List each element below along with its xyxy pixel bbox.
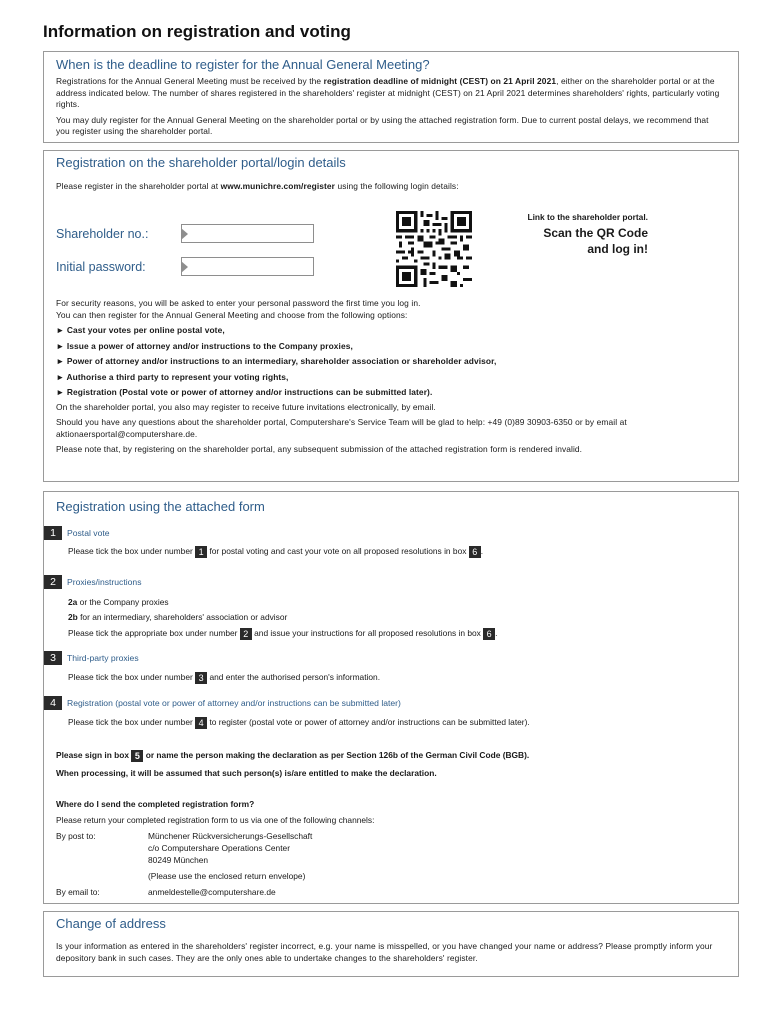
address-section [43,911,739,977]
post-address-line: Münchener Rückversicherungs-Gesellschaft [148,831,313,841]
proxies-option-2a [68,596,169,608]
period: . [495,628,498,638]
instruction-text: Please tick the box under number [68,546,193,556]
section-number-4: 4 [44,696,62,710]
deadline-date: registration deadline of midnight (CEST) on 21 April 2021 [323,76,557,86]
third-party-instruction [68,671,380,684]
address-text: Is your information as entered in the shareholders' register incorrect, e.g. your name is misspelled, or you have changed your name or address? Please promptly inform your depository bank in such cases. They are the only ones able to undertake changes to the shareholders' register. [56,941,713,963]
form-section [43,491,739,904]
scan-line-1: Scan the QR Code [543,226,648,240]
option-text: or the Company proxies [79,597,169,607]
option-item: ► Power of attorney and/or instructions to an intermediary, shareholder association or shareholder advisor, [56,356,497,366]
help-text: Should you have any questions about the shareholder portal, Computershare's Service Team will be glad to help: +49 (0)89 30903-6350 or by email at aktionaersportal@computershare.de. [56,417,627,439]
portal-intro-a: Please register in the shareholder portal at [56,181,221,191]
security-text-2: You can then register for the Annual General Meeting and choose from the following options: [56,309,408,320]
post-address-line: 80249 München [148,855,209,865]
deadline-text [56,76,724,138]
box-number: 3 [195,672,207,684]
box-number: 4 [195,717,207,729]
security-text-1: For security reasons, you will be asked to enter your personal password the first time you log in. [56,298,421,308]
initial-password-label: Initial password: [56,260,146,274]
proxies-title: Proxies/instructions [67,577,142,587]
sign-text: Please sign in box [56,750,130,760]
option-code: 2b [68,612,78,622]
post-label: By post to: [56,831,96,841]
qr-code-icon[interactable] [394,211,474,287]
box-number: 6 [469,546,481,558]
post-address-line: (Please use the enclosed return envelope) [148,871,306,881]
option-text: for an intermediary, shareholders' association or advisor [80,612,288,622]
instruction-text: Please tick the box under number [68,672,193,682]
section-number-1: 1 [44,526,62,540]
option-item: ► Issue a power of attorney and/or instructions to the Company proxies, [56,340,353,351]
form-heading: Registration using the attached form [56,499,265,514]
option-item: ► Cast your votes per online postal vote, [56,325,225,335]
instruction-text: for postal voting and cast your vote on all proposed resolutions in box [209,546,467,556]
option-item: ► Registration (Postal vote or power of attorney and/or instructions can be submitted later). [56,387,433,397]
portal-details [56,298,724,456]
registration-later-title: Registration (postal vote or power of attorney and/or instructions can be submitted later) [67,698,401,708]
sign-instruction [56,749,529,762]
portal-link-text: Link to the shareholder portal. [527,212,648,222]
initial-password-field[interactable] [181,257,314,276]
where-text: Please return your completed registration form to us via one of the following channels: [56,815,375,825]
instruction-text: to register (postal vote or power of attorney and/or instructions can be submitted later). [209,717,530,727]
deadline-p1-a: Registrations for the Annual General Meeting must be received by the [56,76,324,86]
shareholder-no-field[interactable] [181,224,314,243]
portal-intro [56,181,724,193]
where-heading: Where do I send the completed registration form? [56,799,255,809]
sign-note: When processing, it will be assumed that such person(s) is/are entitled to make the declaration. [56,768,437,778]
postal-vote-title: Postal vote [67,528,110,538]
deadline-heading: When is the deadline to register for the Annual General Meeting? [56,57,430,72]
instruction-text: Please tick the appropriate box under number [68,628,238,638]
email-label: By email to: [56,887,100,897]
section-number-3: 3 [44,651,62,665]
arrow-icon [181,228,188,240]
registration-later-instruction [68,716,530,729]
proxies-instruction [68,627,498,640]
postal-vote-instruction [68,545,483,558]
proxies-option-2b [68,611,287,623]
invites-text: On the shareholder portal, you also may register to receive future invitations electronically, by email. [56,401,436,412]
portal-heading: Registration on the shareholder portal/login details [56,155,346,170]
sign-text: or name the person making the declaration as per Section 126b of the German Civil Code (BGB). [145,750,530,760]
scan-line-2: and log in! [587,242,648,256]
option-code: 2a [68,597,78,607]
post-address-line: c/o Computershare Operations Center [148,843,290,853]
deadline-paragraph-1 [56,76,724,111]
deadline-section [43,51,739,143]
instruction-text: and issue your instructions for all proposed resolutions in box [254,628,481,638]
third-party-title: Third-party proxies [67,653,139,663]
box-number: 1 [195,546,207,558]
option-item: ► Authorise a third party to represent your voting rights, [56,371,289,382]
scan-qr-text [498,225,648,257]
portal-url[interactable]: www.munichre.com/register [220,181,336,191]
address-heading: Change of address [56,916,166,931]
shareholder-no-label: Shareholder no.: [56,227,149,241]
page-title: Information on registration and voting [43,22,351,41]
period: . [480,546,484,556]
deadline-p1-c: , either on the shareholder portal or at the address indicated below. The number of shares registered in the shareholders' register at midnight (CEST) on 21 April 2021 determines shareholders' rights, particularly voting rights. [56,76,720,109]
portal-section [43,150,739,482]
box-number: 2 [240,628,252,640]
deadline-paragraph-2: You may duly register for the Annual General Meeting on the shareholder portal or by using the attached registration form. Due to current postal delays, we recommend that you register using the shareholder portal. [56,114,709,136]
section-number-2: 2 [44,575,62,589]
box-number: 5 [131,750,143,762]
instruction-text: and enter the authorised person's information. [209,672,381,682]
portal-intro-c: using the following login details: [335,181,459,191]
instruction-text: Please tick the box under number [68,717,193,727]
box-number: 6 [483,628,495,640]
email-address[interactable]: anmeldestelle@computershare.de [148,887,276,897]
arrow-icon [181,261,188,273]
note-text: Please note that, by registering on the shareholder portal, any subsequent submission of the attached registration form is rendered invalid. [56,444,583,454]
